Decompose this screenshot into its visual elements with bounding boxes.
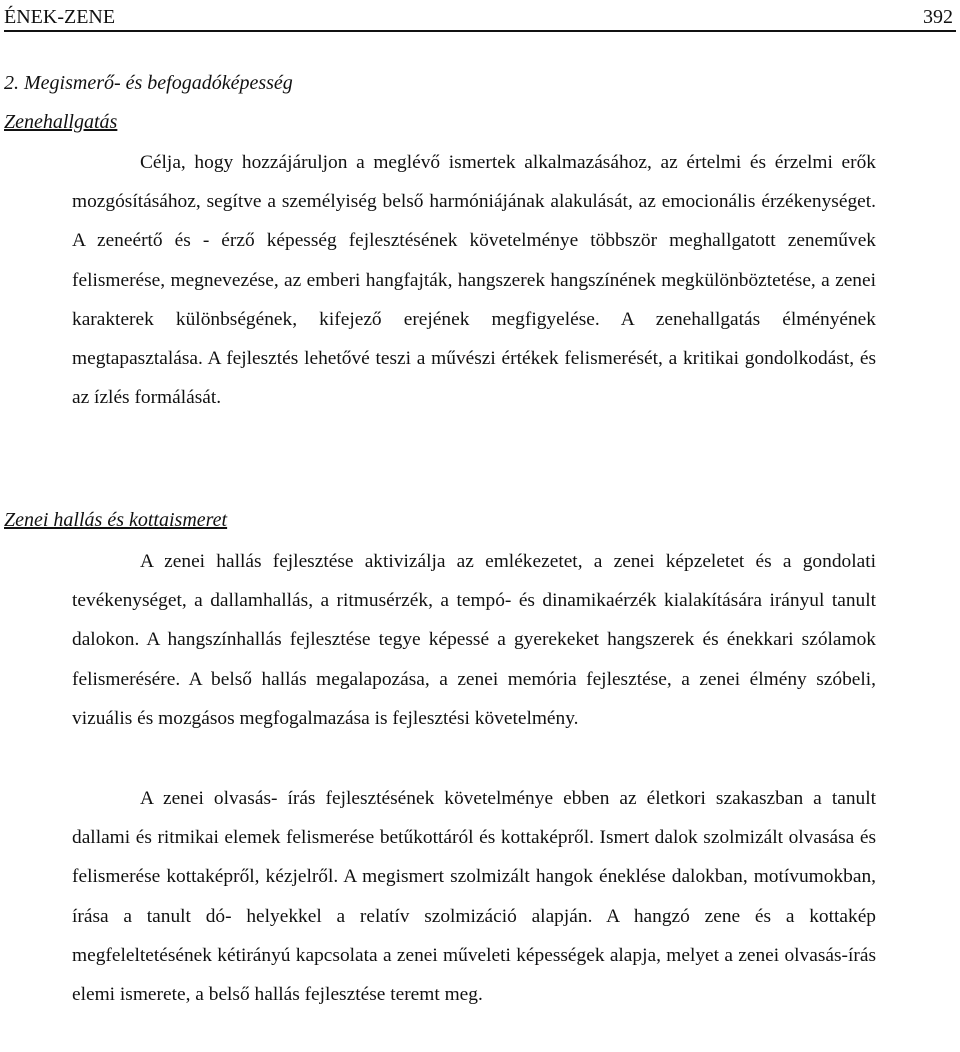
- header-title: ÉNEK-ZENE: [4, 6, 116, 28]
- paragraph-zenei-hallas: A zenei hallás fejlesztése aktivizálja az emlékezetet, a zenei képzeletet és a gondolati tevékenységet, a dallamhallás, a ritmusérzék, a tempó- és dinamikaérzék kialakítására irányul tanult dalokon. A hangszínhallás fejlesztése tegye képessé a gyerekeket hangszerek és énekkari szólamok felismerésére. A belső hallás megalapozása, a zenei memória fejlesztése, a zenei élmény szóbeli, vizuális és mozgásos megfogalmazása is fejlesztési követelmény.: [72, 551, 876, 729]
- paragraph-olvasas-iras: A zenei olvasás- írás fejlesztésének követelménye ebben az életkori szakaszban a tanult dallami és ritmikai elemek felismerése betűkottáról és kottaképről. Ismert dalok szolmizált olvasása és felismerése kottaképről, kézjelről. A megismert szolmizált hangok éneklése dalokban, motívumokban, írása a tanult dó- helyekkel a relatív szolmizáció alapján. A hangzó zene és a kottakép megfeleltetésének kétirányú kapcsolata a zenei műveleti képességek alapja, melyet a zenei olvasás-írás elemi ismerete, a belső hallás fejlesztése teremt meg.: [72, 788, 876, 1006]
- paragraph-zenehallgatas: Célja, hogy hozzájáruljon a meglévő ismertek alkalmazásához, az értelmi és érzelmi erők mozgósításához, segítve a személyiség belső harmóniájának alakulását, az emocionális érzékenységet. A zeneértő és - érző képesség fejlesztésének követelménye többször meghallgatott zeneművek felismerése, megnevezése, az emberi hangfajták, hangszerek hangszínének megkülönböztetése, a zenei karakterek különbségének, kifejező erejének megfigyelése. A zenehallgatás élményének megtapasztalása. A fejlesztés lehetővé teszi a művészi értékek felismerését, a kritikai gondolkodást, és az ízlés formálását.: [72, 152, 876, 409]
- section-title: 2. Megismerő- és befogadóképesség: [4, 72, 293, 94]
- page-number: 392: [923, 6, 953, 28]
- subsection-heading-zenehallgatas: Zenehallgatás: [4, 111, 118, 133]
- subsection-heading-zenei-hallas: Zenei hallás és kottaismeret: [4, 509, 228, 531]
- running-header: [4, 4, 956, 32]
